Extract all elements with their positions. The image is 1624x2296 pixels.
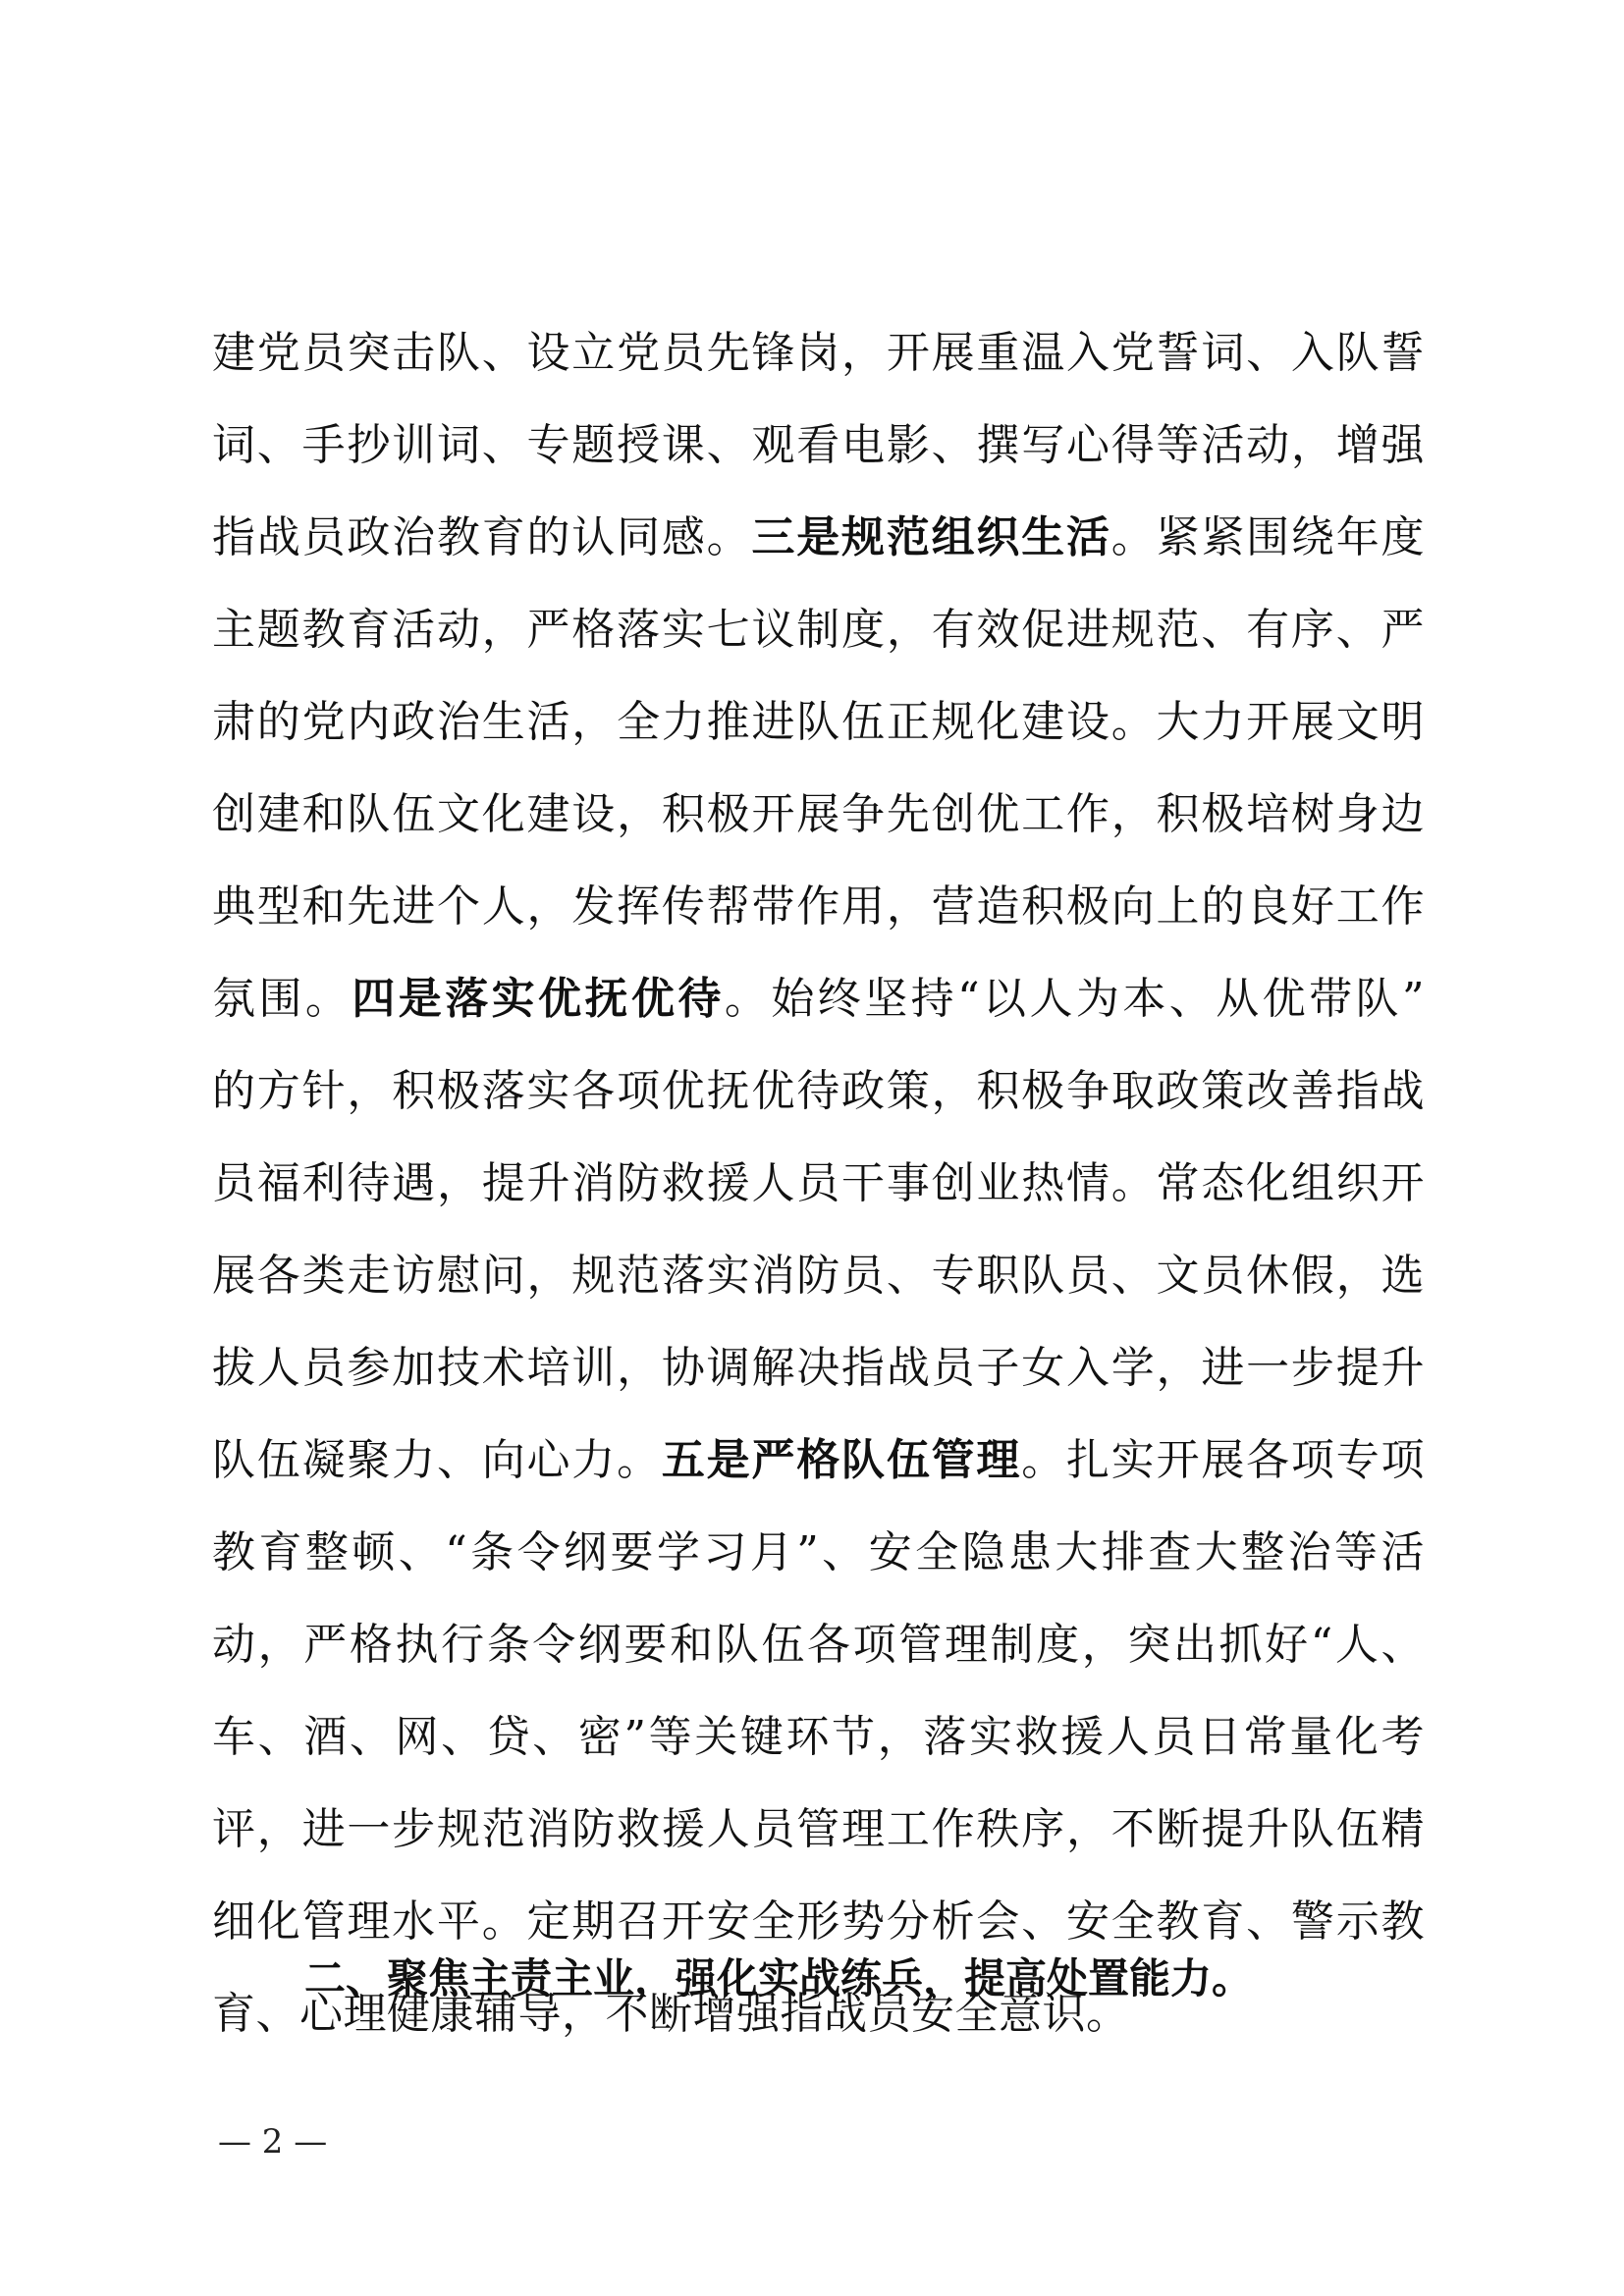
text-line: 的方针，积极落实各项优抚优待政策，积极争取政策改善指战 <box>212 1066 1425 1116</box>
text-line: 词、手抄训词、专题授课、观看电影、撰写心得等活动，增强 <box>212 420 1425 470</box>
text-line: 主题教育活动，严格落实七议制度，有效促进规范、有序、严 <box>212 605 1425 655</box>
text-line: 动，严格执行条令纲要和队伍各项管理制度，突出抓好“人、 <box>212 1620 1425 1670</box>
text-line: 教育整顿、“条令纲要学习月”、安全隐患大排查大整治等活 <box>212 1527 1425 1577</box>
point-five-heading: 五是严格队伍管理 <box>661 1435 1022 1485</box>
text-line: 氛围。四是落实优抚优待。始终坚持“以人为本、从优带队” <box>212 974 1425 1024</box>
text-line: 育、心理健康辅导，不断增强指战员安全意识。 <box>212 1989 1130 2039</box>
text-line: 典型和先进个人，发挥传帮带作用，营造积极向上的良好工作 <box>212 881 1425 932</box>
text-line: 评，进一步规范消防救援人员管理工作秩序，不断提升队伍精 <box>212 1804 1425 1854</box>
body-paragraph <box>212 307 1425 2060</box>
point-four-heading: 四是落实优抚优待 <box>352 974 725 1024</box>
text-line: 队伍凝聚力、向心力。五是严格队伍管理。扎实开展各项专项 <box>212 1435 1426 1485</box>
text-line: 展各类走访慰问，规范落实消防员、专职队员、文员休假，选 <box>212 1251 1425 1301</box>
text-line: 创建和队伍文化建设，积极开展争先创优工作，积极培树身边 <box>212 789 1425 839</box>
text-line: 建党员突击队、设立党员先锋岗，开展重温入党誓词、入队誓 <box>212 328 1425 378</box>
text-line: 细化管理水平。定期召开安全形势分析会、安全教育、警示教 <box>212 1896 1425 1947</box>
page-number: — 2 — <box>218 2122 328 2162</box>
point-three-heading: 三是规范组织生活 <box>751 512 1111 562</box>
text-line: 指战员政治教育的认同感。三是规范组织生活。紧紧围绕年度 <box>212 512 1426 562</box>
text-line: 肃的党内政治生活，全力推进队伍正规化建设。大力开展文明 <box>212 697 1425 747</box>
section-heading: 二、聚焦主责主业，强化实战练兵，提高处置能力。 <box>304 1954 1254 2002</box>
text-line: 员福利待遇，提升消防救援人员干事创业热情。常态化组织开 <box>212 1158 1425 1208</box>
text-line: 拔人员参加技术培训，协调解决指战员子女入学，进一步提升 <box>212 1343 1425 1393</box>
text-line: 车、酒、网、贷、密”等关键环节，落实救援人员日常量化考 <box>212 1712 1425 1762</box>
